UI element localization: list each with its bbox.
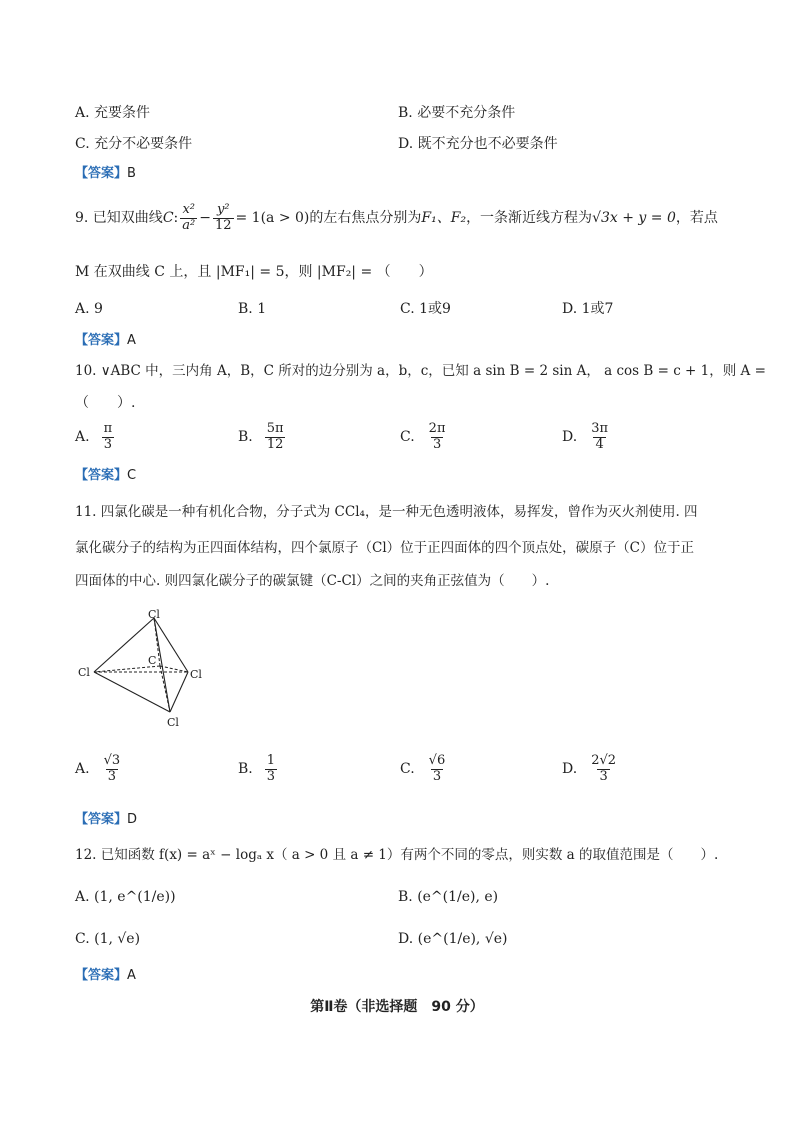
q9-mid: 的左右焦点分别为 xyxy=(309,210,422,227)
q8-option-d: D. 既不充分也不必要条件 xyxy=(398,136,558,152)
q9-answer: 【答案】A xyxy=(75,333,136,348)
q11-line-1: 11. 四氯化碳是一种有机化合物，分子式为 CCl₄，是一种无色透明液体，易挥发，曾作为灭火剂使用. 四 xyxy=(75,504,698,520)
label-cl-bottom: Cl xyxy=(167,716,179,729)
q12-option-b: B. (e^(1/e), e) xyxy=(398,889,499,905)
q9-end: ，若点 xyxy=(675,210,718,227)
q11-option-c: C. $\frac{√6}{3}$ xyxy=(400,753,446,784)
q9-prefix: 9. 已知双曲线 xyxy=(75,210,163,227)
section-title: 第Ⅱ卷（非选择题 90 分） xyxy=(310,999,484,1015)
q11-option-d: D. $\frac{2√2}{3}$ xyxy=(562,753,617,784)
q9-curve-name: C xyxy=(162,210,174,227)
label-cl-right: Cl xyxy=(190,668,202,681)
q10-option-b: B. $\frac{5\pi}{12}$ xyxy=(238,421,284,452)
q9-option-d: D. 1或7 xyxy=(562,301,614,317)
answer-tag: 【答案】 xyxy=(75,166,128,181)
q12-option-c: C. (1, √e) xyxy=(75,931,141,947)
q9-asymptote: √3x + y = 0 xyxy=(592,210,676,227)
q10-line-2: （ ）. xyxy=(75,395,136,411)
q9-foci: F₁、F₂ xyxy=(421,210,467,227)
q9-line-2: M 在双曲线 C 上，且 |MF₁| = 5，则 |MF₂| = （ ） xyxy=(75,264,433,280)
label-cl-left: Cl xyxy=(78,666,90,679)
q8-option-b: B. 必要不充分条件 xyxy=(398,105,516,121)
q9-post: ，一条渐近线方程为 xyxy=(466,210,593,227)
q12-option-a: A. (1, e^(1/e)) xyxy=(75,889,176,905)
q12-option-d: D. (e^(1/e), √e) xyxy=(398,931,508,947)
tetrahedron-figure xyxy=(76,608,216,730)
label-cl-top: Cl xyxy=(148,608,160,621)
q10-line-1: 10. ∨ABC 中，三内角 A，B，C 所对的边分别为 a，b，c，已知 a sin B = 2 sin A， a cos B = c + 1，则 A = xyxy=(75,363,766,379)
q10-option-c: C. $\frac{2\pi}{3}$ xyxy=(400,421,446,452)
q11-line-3: 四面体的中心. 则四氯化碳分子的碳氯键（C-Cl）之间的夹角正弦值为（ ）. xyxy=(75,573,550,589)
q8-option-a: A. 充要条件 xyxy=(75,105,151,121)
q9-line-1: 9. 已知双曲线 C : $\frac{\text{x²}}{\text{a²}}$ − $\frac{\text{y²}}{12}$ = 1(a > 0) 的左右焦点分别为 F₁、F₂ ，一条渐近线方程为 √3x + y = 0 ，若点 xyxy=(75,202,718,233)
q12-answer: 【答案】A xyxy=(75,968,136,983)
label-c-center: C xyxy=(148,654,157,667)
q10-option-a: A. $\frac{\pi}{3}$ xyxy=(75,421,113,452)
q9-option-b: B. 1 xyxy=(238,301,267,317)
q9-option-c: C. 1或9 xyxy=(400,301,451,317)
q12-line-1: 12. 已知函数 f(x) = aˣ − logₐ x（ a > 0 且 a ≠ 1）有两个不同的零点，则实数 a 的取值范围是（ ）. xyxy=(75,847,719,863)
q11-answer: 【答案】D xyxy=(75,812,138,827)
q8-option-c: C. 充分不必要条件 xyxy=(75,136,193,152)
q9-eq-tail: = 1(a > 0) xyxy=(235,210,310,227)
q9-frac-x: $\frac{\text{x²}}{\text{a²}}$ xyxy=(182,202,196,233)
q11-option-b: B. $\frac{1}{3}$ xyxy=(238,753,276,784)
q8-answer xyxy=(75,167,136,180)
answer-value: B xyxy=(127,166,136,181)
q11-option-a: A. $\frac{√3}{3}$ xyxy=(75,753,121,784)
q10-answer: 【答案】C xyxy=(75,468,137,483)
q10-option-d: D. $\frac{3\pi}{4}$ xyxy=(562,421,609,452)
q9-option-a: A. 9 xyxy=(75,301,103,317)
q9-frac-y: $\frac{\text{y²}}{12}$ xyxy=(214,202,232,233)
q11-line-2: 氯化碳分子的结构为正四面体结构，四个氯原子（Cl）位于正四面体的四个顶点处，碳原子（C）位于正 xyxy=(75,540,694,556)
